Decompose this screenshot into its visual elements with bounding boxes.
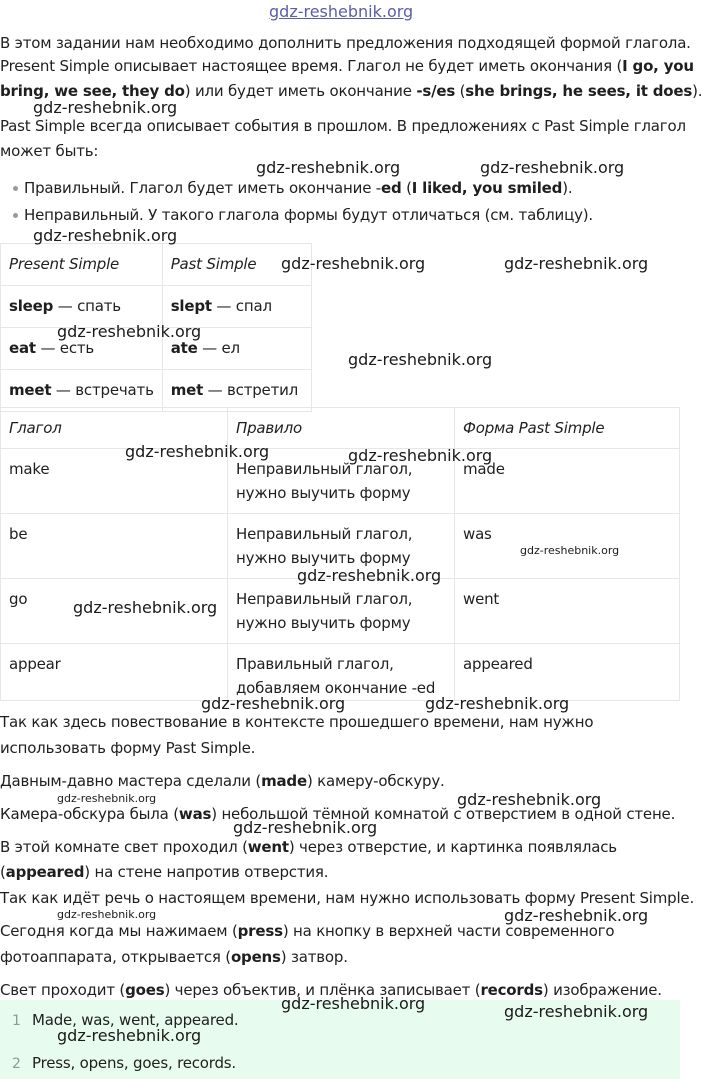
table-header-row xyxy=(1,408,680,449)
bullet-dot-icon xyxy=(13,213,18,218)
column-header: Форма Past Simple xyxy=(455,408,680,449)
present-intro: Так как идёт речь о настоящем времени, нам нужно использовать форму Present Simple. xyxy=(0,889,695,907)
table-cell: ate — ел xyxy=(162,328,311,370)
table-cell: Неправильный глагол, нужно выучить форму xyxy=(228,514,455,579)
watermark: gdz-reshebnik.org xyxy=(504,906,649,925)
watermark: gdz-reshebnik.org xyxy=(480,158,625,177)
watermark: gdz-reshebnik.org xyxy=(57,792,157,805)
intro-line-4: Past Simple всегда описывает события в прошлом. В предложениях с Past Simple глагол xyxy=(0,117,686,135)
site-link[interactable]: gdz-reshebnik.org xyxy=(269,2,414,21)
watermark: gdz-reshebnik.org xyxy=(457,790,602,809)
watermark: gdz-reshebnik.org xyxy=(201,694,346,713)
table-cell: met — встретил xyxy=(162,370,311,412)
table-cell: Неправильный глагол, нужно выучить форму xyxy=(228,579,455,644)
past-sentence-3: В этой комнате свет проходил (went) через отверстие, и картинка появлялась xyxy=(0,838,617,856)
watermark: gdz-reshebnik.org xyxy=(256,158,401,177)
table-cell: appear xyxy=(1,644,228,701)
table-cell: made xyxy=(455,449,680,514)
watermark: gdz-reshebnik.org xyxy=(57,908,157,921)
past-sentence-1: Давным-давно мастера сделали (made) камеру-обскуру. xyxy=(0,772,445,790)
column-header: Present Simple xyxy=(1,244,163,286)
column-header: Past Simple xyxy=(162,244,311,286)
watermark: gdz-reshebnik.org xyxy=(504,254,649,273)
past-intro-2: использовать форму Past Simple. xyxy=(0,739,256,757)
watermark: gdz-reshebnik.org xyxy=(520,544,620,557)
watermark: gdz-reshebnik.org xyxy=(425,694,570,713)
answer-number: 2 xyxy=(12,1056,21,1072)
past-intro-1: Так как здесь повествование в контексте прошедшего времени, нам нужно xyxy=(0,713,594,731)
table-cell: went xyxy=(455,579,680,644)
answer-item xyxy=(12,1050,236,1077)
table-cell: Неправильный глагол, нужно выучить форму xyxy=(228,449,455,514)
watermark: gdz-reshebnik.org xyxy=(504,1002,649,1021)
watermark: gdz-reshebnik.org xyxy=(73,598,218,617)
present-sentence-1: Сегодня когда мы нажимаем (press) на кнопку в верхней части современного xyxy=(0,922,615,940)
table-row xyxy=(1,644,680,701)
table-row xyxy=(1,449,680,514)
watermark: gdz-reshebnik.org xyxy=(281,254,426,273)
watermark: gdz-reshebnik.org xyxy=(281,994,426,1013)
past-sentence-2: Камера-обскура была (was) небольшой тёмной комнатой с отверстием в одной стене. xyxy=(0,805,676,823)
watermark: gdz-reshebnik.org xyxy=(233,818,378,837)
table-cell: slept — спал xyxy=(162,286,311,328)
column-header: Глагол xyxy=(1,408,228,449)
intro-line-2: Present Simple описывает настоящее время. Глагол не будет иметь окончания (I go, you xyxy=(0,57,694,75)
table-cell: make xyxy=(1,449,228,514)
watermark: gdz-reshebnik.org xyxy=(33,226,178,245)
past-sentence-3b: (appeared) на стене напротив отверстия. xyxy=(0,863,329,881)
watermark: gdz-reshebnik.org xyxy=(125,442,270,461)
table-cell: be xyxy=(1,514,228,579)
table-cell: appeared xyxy=(455,644,680,701)
watermark: gdz-reshebnik.org xyxy=(33,98,178,117)
watermark: gdz-reshebnik.org xyxy=(297,566,442,585)
watermark: gdz-reshebnik.org xyxy=(57,322,202,341)
answer-text: Press, opens, goes, records. xyxy=(32,1054,236,1072)
intro-line-5: может быть: xyxy=(0,142,99,160)
table-cell: go xyxy=(1,579,228,644)
bullet-dot-icon xyxy=(13,186,18,191)
table-cell: eat — есть xyxy=(1,328,163,370)
table-cell: sleep — спать xyxy=(1,286,163,328)
watermark: gdz-reshebnik.org xyxy=(348,446,493,465)
table-cell: Правильный глагол, добавляем окончание -ed xyxy=(228,644,455,701)
present-sentence-1b: фотоаппарата, открывается (opens) затвор. xyxy=(0,948,348,966)
answer-number: 1 xyxy=(12,1013,21,1029)
table-row xyxy=(1,370,312,412)
answer-text: Made, was, went, appeared. xyxy=(32,1011,239,1029)
table-cell: was xyxy=(455,514,680,579)
table-cell: meet — встречать xyxy=(1,370,163,412)
watermark: gdz-reshebnik.org xyxy=(57,1026,202,1045)
present-sentence-2: Свет проходит (goes) через объектив, и плёнка записывает (records) изображение. xyxy=(0,981,662,999)
intro-line-1: В этом задании нам необходимо дополнить предложения подходящей формой глагола. xyxy=(0,34,691,52)
column-header: Правило xyxy=(228,408,455,449)
watermark: gdz-reshebnik.org xyxy=(348,350,493,369)
table-header-row xyxy=(1,244,312,286)
intro-line-3: bring, we see, they do) или будет иметь окончание -s/es (she brings, he sees, it does). xyxy=(0,82,702,100)
